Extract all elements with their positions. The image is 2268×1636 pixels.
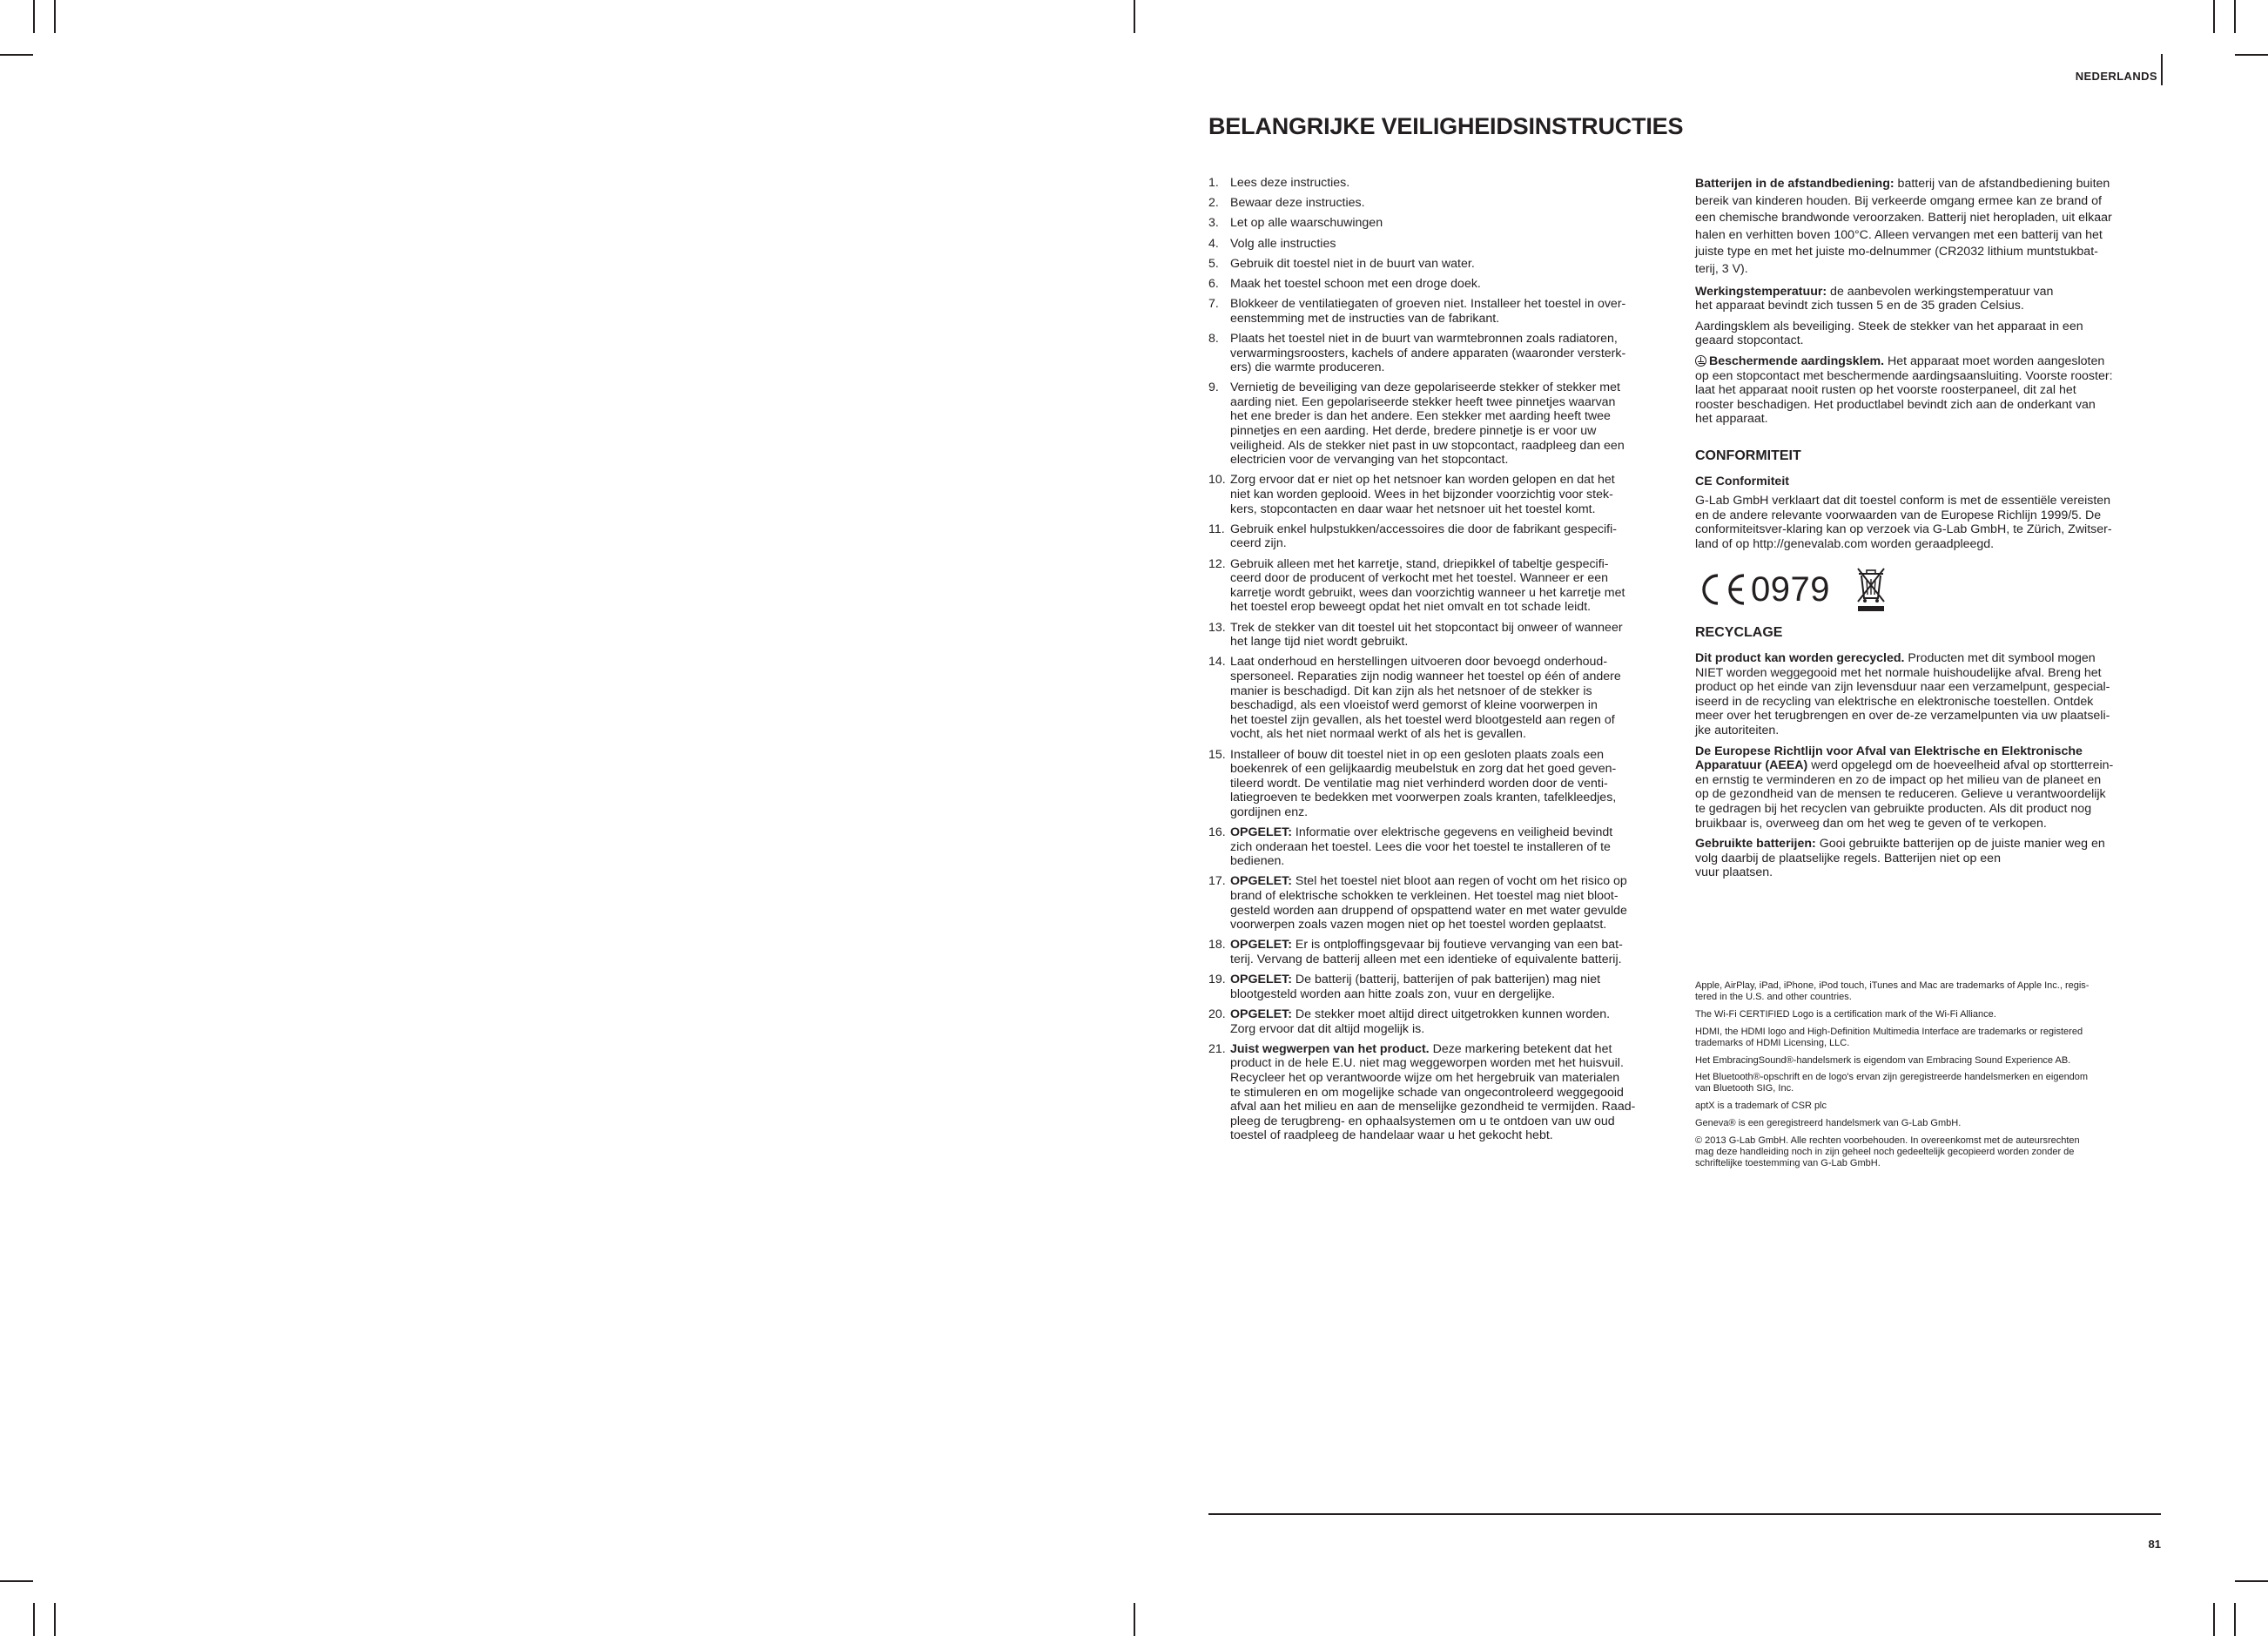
instruction-number: 2. [1208, 196, 1219, 211]
instruction-number: 15. [1208, 747, 1226, 762]
text-line: Gebruik dit toestel niet in de buurt van water. [1230, 256, 1475, 271]
paragraph-emphasis: Beschermende aardingsklem. [1709, 353, 1885, 368]
text-line: het lange tijd niet wordt gebruikt. [1230, 635, 1409, 650]
text-line: De stekker moet altijd direct uitgetrokken kunnen worden. [1291, 1007, 1611, 1021]
instruction-item [1208, 1007, 1675, 1036]
text-line: op een stopcontact met beschermende aardingsaansluiting. Voorste rooster: [1695, 368, 2113, 383]
recycling-paragraph-3 [1695, 837, 2164, 880]
instruction-number: 16. [1208, 825, 1226, 840]
text-line: The Wi-Fi CERTIFIED Logo is a certification mark of the Wi-Fi Alliance. [1695, 1008, 1996, 1020]
text-line: afval aan het milieu en aan de menselijke gezondheid te vermijden. Raad- [1230, 1100, 1636, 1114]
instruction-item [1208, 297, 1675, 326]
right-column [1695, 176, 2164, 886]
instruction-item [1208, 557, 1675, 615]
paragraph-emphasis: Werkingstemperatuur: [1695, 284, 1827, 299]
language-label: NEDERLANDS [2075, 70, 2157, 83]
instructions-column [1208, 176, 1675, 1149]
conformity-paragraph [1695, 494, 2164, 551]
text-line: vocht, als het niet normaal werkt of als het is gevallen. [1230, 727, 1526, 742]
protective-earth-paragraph [1695, 354, 2164, 427]
instruction-item [1208, 176, 1675, 191]
crop-mark [54, 0, 56, 33]
ce-logo-icon [1695, 572, 1747, 607]
instruction-item [1208, 655, 1675, 742]
text-line: het apparaat bevindt zich tussen 5 en de 35 graden Celsius. [1695, 299, 2024, 313]
text-line: iseerd in de recycling van elektrische en elektronische toestellen. Ontdek [1695, 694, 2094, 709]
text-line: eenstemming met de instructies van de fabrikant. [1230, 311, 1500, 326]
text-line: Gebruik alleen met het karretje, stand, driepikkel of tabeltje gespecifi- [1230, 556, 1609, 571]
text-line: Apple, AirPlay, iPad, iPhone, iPod touch, iTunes and Mac are trademarks of Apple Inc., regis- [1695, 980, 2090, 991]
text-line: bedienen. [1230, 854, 1285, 869]
text-line: product op het einde van zijn levensduur naar een verzamelpunt, gespecial- [1695, 680, 2110, 695]
recycling-paragraph-1 [1695, 651, 2164, 738]
text-line: pleeg de terugbreng- en ophaalsystemen om u te ontdoen van uw oud [1230, 1114, 1615, 1128]
instruction-item [1208, 332, 1675, 375]
text-line: Gooi gebruikte batterijen op de juiste manier weg en [1815, 837, 2105, 852]
batteries-paragraph [1695, 176, 2164, 279]
ce-mark-icon [1695, 572, 1830, 607]
text-line: werd opgelegd om de hoeveelheid afval op stortterrein- [1807, 758, 2114, 773]
text-line: en de andere relevante voorwaarden van de Europese Richlijn 1999/5. De [1695, 508, 2102, 522]
instruction-emphasis: OPGELET: [1230, 825, 1292, 840]
instruction-number: 4. [1208, 236, 1219, 251]
instruction-number: 13. [1208, 620, 1226, 635]
crop-mark [0, 1580, 33, 1582]
weee-bin-icon [1856, 567, 1886, 612]
text-line: Let op alle waarschuwingen [1230, 216, 1383, 231]
crop-mark [2234, 1603, 2236, 1636]
text-line: voorwerpen zoals vazen mogen niet op het toestel worden geplaatst. [1230, 918, 1607, 932]
text-line: Vernietig de beveiliging van deze gepolariseerde stekker of stekker met [1230, 380, 1620, 395]
trademarks-notes [1695, 980, 2157, 1175]
text-line: vuur plaatsen. [1695, 865, 1773, 880]
text-line: conformiteitsver-klaring kan op verzoek via G-Lab GmbH, te Zürich, Zwitser- [1695, 522, 2112, 537]
text-line: karretje wordt gebruikt, wees dan voorzichtig wanneer u het karretje met [1230, 585, 1625, 600]
trademark-note [1695, 1101, 2157, 1112]
instruction-item [1208, 380, 1675, 468]
footer-rule [1208, 1513, 2161, 1515]
text-line: product in de hele E.U. niet mag weggeworpen worden met het huisvuil. [1230, 1056, 1624, 1071]
text-line: het ene breder is dan het andere. Een stekker met aarding heeft twee [1230, 409, 1611, 424]
ce-conformity-subheading: CE Conformiteit [1695, 474, 1789, 488]
text-line: op de gezondheid van de mensen te reduceren. Gelieve u verantwoordelijk [1695, 787, 2106, 802]
text-line: Het Bluetooth®-opschrift en de logo's ervan zijn geregistreerde handelsmerken en eigendom [1695, 1072, 2089, 1083]
text-line: electricien voor de vervanging van het stopcontact. [1230, 453, 1509, 468]
text-line: juiste type en met het juiste mo-delnummer (CR2032 lithium muntstukbat- [1695, 245, 2098, 259]
text-line: manier is beschadigd. Dit kan zijn als het netsnoer of de stekker is [1230, 683, 1592, 698]
instruction-number: 17. [1208, 874, 1226, 889]
instruction-number: 18. [1208, 938, 1226, 953]
text-line: bereik van kinderen houden. Bij verkeerde omgang ermee kan ze brand of [1695, 193, 2102, 208]
instruction-emphasis: OPGELET: [1230, 938, 1292, 953]
text-line: Lees deze instructies. [1230, 176, 1350, 190]
instruction-emphasis: OPGELET: [1230, 874, 1292, 889]
trademark-note [1695, 1027, 2157, 1049]
text-line: het toestel zijn gevallen, als het toestel werd blootgesteld aan regen of [1230, 712, 1615, 727]
text-line: boekenrek of een gelijkaardig meubelstuk en zorg dat het goed geven- [1230, 762, 1617, 777]
text-line: gordijnen enz. [1230, 805, 1309, 819]
instruction-item [1208, 237, 1675, 252]
text-line: pinnetjes en een aarding. Het derde, bredere pinnetje is er voor uw [1230, 424, 1597, 439]
text-line: aptX is a trademark of CSR plc [1695, 1101, 1827, 1112]
instruction-item [1208, 277, 1675, 292]
text-line: G-Lab GmbH verklaart dat dit toestel conform is met de essentiële vereisten [1695, 494, 2111, 508]
page-title: BELANGRIJKE VEILIGHEIDSINSTRUCTIES [1208, 113, 1684, 139]
text-line: NIET worden weggegooid met het normale huishoudelijke afval. Breng het [1695, 665, 2102, 680]
instruction-item [1208, 522, 1675, 551]
text-line: veiligheid. Als de stekker niet past in uw stopcontact, raadpleeg dan een [1230, 438, 1625, 453]
paragraph-emphasis: Dit product kan worden gerecycled. [1695, 651, 1905, 666]
text-line: Zorg ervoor dat dit altijd mogelijk is. [1230, 1021, 1425, 1036]
text-line: geaard stopcontact. [1695, 333, 1804, 348]
text-line: aarding niet. Een gepolariseerde stekker heeft twee pinnetjes waarvan [1230, 394, 1616, 409]
text-line: mag deze handleiding noch in zijn geheel noch gedeeltelijk gecopieerd worden zonder de [1695, 1146, 2075, 1157]
text-line: toestel of raadpleeg de handelaar waar u het gekocht hebt. [1230, 1128, 1553, 1143]
temperature-paragraph [1695, 285, 2164, 313]
instruction-item [1208, 748, 1675, 820]
text-line: tered in the U.S. and other countries. [1695, 992, 1852, 1003]
text-line: schriftelijke toestemming van G-Lab GmbH. [1695, 1157, 1881, 1168]
trademark-note [1695, 980, 2157, 1003]
text-line: ceerd zijn. [1230, 536, 1287, 551]
text-line: Trek de stekker van dit toestel uit het stopcontact bij onweer of wanneer [1230, 620, 1623, 635]
instruction-item [1208, 973, 1675, 1001]
text-line: spersoneel. Reparaties zijn nodig wanneer het toestel op één of andere [1230, 669, 1621, 683]
crop-mark [54, 1603, 56, 1636]
text-line: Informatie over elektrische gegevens en veiligheid bevindt [1291, 825, 1613, 840]
text-line: niet kan worden geplooid. Wees in het bijzonder voorzichtig voor stek- [1230, 488, 1613, 502]
certification-logos [1695, 565, 2164, 614]
instruction-number: 6. [1208, 276, 1219, 291]
text-line: van Bluetooth SIG, Inc. [1695, 1083, 1794, 1094]
instruction-number: 20. [1208, 1007, 1226, 1021]
instruction-item [1208, 257, 1675, 272]
text-line: volg daarbij de plaatselijke regels. Batterijen niet op een [1695, 851, 2001, 865]
text-line: Volg alle instructies [1230, 236, 1336, 251]
text-line: beschadigd, als een vloeistof werd gemorst of kleine voorwerpen in [1230, 698, 1598, 713]
instruction-emphasis: Juist wegwerpen van het product. [1230, 1041, 1430, 1056]
instruction-emphasis: OPGELET: [1230, 1007, 1292, 1021]
recycling-paragraph-2 [1695, 744, 2164, 831]
text-line: Plaats het toestel niet in de buurt van warmtebronnen zoals radiatoren, [1230, 331, 1618, 346]
instruction-item [1208, 196, 1675, 211]
text-line: Maak het toestel schoon met een droge doek. [1230, 276, 1481, 291]
instruction-number: 11. [1208, 522, 1225, 536]
text-line: verwarmingsroosters, kachels of andere apparaten (waaronder versterk- [1230, 346, 1626, 360]
paragraph-emphasis: Batterijen in de afstandbediening: [1695, 177, 1894, 191]
text-line: Deze markering betekent dat het [1429, 1041, 1612, 1056]
ce-number: 0979 [1751, 570, 1830, 609]
text-line: laat het apparaat nooit rusten op het voorste roosterpaneel, dit zal het [1695, 383, 2076, 398]
text-line: halen en verhitten boven 100°C. Alleen vervangen met een batterij van het [1695, 227, 2103, 242]
instruction-number: 19. [1208, 973, 1226, 987]
trademark-note [1695, 1009, 2157, 1020]
text-line: de aanbevolen werkingstemperatuur van [1827, 284, 2054, 299]
instruction-number: 1. [1208, 176, 1219, 190]
text-line: bruikbaar is, overweeg dan om het weg te geven of te verkopen. [1695, 816, 2047, 831]
instruction-number: 21. [1208, 1041, 1226, 1056]
text-line: een chemische brandwonde veroorzaken. Batterij niet heropladen, uit elkaar [1695, 211, 2112, 226]
text-line: Installeer of bouw dit toestel niet in op een gesloten plaats zoals een [1230, 747, 1605, 762]
trademark-note [1695, 1135, 2157, 1170]
instruction-item [1208, 874, 1675, 932]
paragraph-emphasis: Gebruikte batterijen: [1695, 837, 1816, 852]
text-line: Bewaar deze instructies. [1230, 196, 1365, 211]
crop-mark [0, 54, 33, 56]
instruction-item [1208, 621, 1675, 650]
text-line: het toestel erop beweegt opdat het niet omvalt en tot schade leidt. [1230, 600, 1592, 615]
text-line: gesteld worden aan druppend of opspattend water en met water gevulde [1230, 903, 1627, 918]
text-line: De batterij (batterij, batterijen of pak batterijen) mag niet [1291, 973, 1601, 987]
text-line: Gebruik enkel hulpstukken/accessoires die door de fabrikant gespecifi- [1230, 522, 1617, 536]
crop-mark [1134, 0, 1135, 33]
instruction-number: 9. [1208, 380, 1219, 395]
text-line: meer over het terugbrengen en over de-ze verzamelpunten via uw plaatseli- [1695, 709, 2110, 724]
crop-mark [33, 0, 35, 33]
earthing-paragraph [1695, 320, 2164, 348]
crop-mark [1134, 1603, 1135, 1636]
paragraph-emphasis: De Europese Richtlijn voor Afval van Elektrische en Elektronische [1695, 744, 2083, 758]
instruction-item [1208, 473, 1675, 516]
instructions-list [1208, 176, 1675, 1143]
text-line: trademarks of HDMI Licensing, LLC. [1695, 1037, 1850, 1048]
text-line: brand of elektrische schokken te verkleinen. Het toestel mag niet bloot- [1230, 889, 1619, 904]
text-line: terij, 3 V). [1695, 261, 1748, 276]
instruction-number: 8. [1208, 331, 1219, 346]
crop-mark [33, 1603, 35, 1636]
instruction-number: 5. [1208, 256, 1219, 271]
text-line: Stel het toestel niet bloot aan regen of vocht om het risico op [1291, 874, 1627, 889]
text-line: zich onderaan het toestel. Lees die voor het toestel te installeren of te [1230, 839, 1611, 854]
instruction-number: 3. [1208, 216, 1219, 231]
instruction-item [1208, 938, 1675, 966]
instruction-emphasis: OPGELET: [1230, 973, 1292, 987]
instruction-number: 12. [1208, 556, 1226, 571]
text-line: Blokkeer de ventilatiegaten of groeven niet. Installeer het toestel in over- [1230, 297, 1626, 312]
text-line: batterij van de afstandbediening buiten [1894, 177, 2110, 191]
conformity-heading: CONFORMITEIT [1695, 448, 1801, 463]
text-line: kers, stopcontacten en daar waar het netsnoer uit het toestel komt. [1230, 502, 1596, 516]
protective-earth-icon [1695, 355, 1706, 367]
text-line: Geneva® is een geregistreerd handelsmerk van G-Lab GmbH. [1695, 1117, 1962, 1128]
instruction-number: 10. [1208, 473, 1226, 488]
crop-mark [2235, 54, 2268, 56]
text-line: Aardingsklem als beveiliging. Steek de stekker van het apparaat in een [1695, 319, 2083, 333]
instruction-item [1208, 825, 1675, 869]
text-line: Recycleer het op verantwoorde wijze om het hergebruik van materialen [1230, 1070, 1620, 1085]
text-line: Zorg ervoor dat er niet op het netsnoer kan worden gelopen en dat het [1230, 473, 1615, 488]
text-line: het apparaat. [1695, 412, 1768, 427]
text-line: ceerd door de producent of verkocht met het toestel. Wanneer er een [1230, 571, 1609, 586]
text-line: jke autoriteiten. [1695, 724, 1780, 738]
text-line: © 2013 G-Lab GmbH. Alle rechten voorbehouden. In overeenkomst met de auteursrechten [1695, 1134, 2080, 1146]
text-line: blootgesteld worden aan hitte zoals zon, vuur en dergelijke. [1230, 986, 1556, 1001]
text-line: Het apparaat moet worden aangesloten [1884, 353, 2105, 368]
instruction-number: 7. [1208, 297, 1219, 312]
trademark-note [1695, 1118, 2157, 1129]
text-line: ers) die warmte produceren. [1230, 360, 1385, 375]
instruction-item [1208, 1042, 1675, 1143]
crop-mark [2235, 1580, 2268, 1582]
text-line: latiegroeven te bedekken met voorwerpen zoals kranten, tafelkleedjes, [1230, 791, 1617, 805]
header-rule [2161, 54, 2163, 85]
text-line: Laat onderhoud en herstellingen uitvoeren door bevoegd onderhoud- [1230, 655, 1608, 670]
text-line: tileerd wordt. De ventilatie mag niet verhinderd worden door de venti- [1230, 776, 1608, 791]
page-number: 81 [2148, 1538, 2161, 1551]
paragraph-emphasis: Apparatuur (AEEA) [1695, 758, 1808, 773]
text-line: Producten met dit symbool mogen [1904, 651, 2096, 666]
text-line: en ernstig te verminderen en zo de impact op het milieu van de planeet en [1695, 772, 2102, 787]
instruction-item [1208, 216, 1675, 231]
trademark-note [1695, 1072, 2157, 1094]
text-line: te gedragen bij het recyclen van gebruikte producten. Als dit product nog [1695, 802, 2092, 816]
text-line: rooster beschadigen. Het productlabel bevindt zich aan de onderkant van [1695, 397, 2096, 412]
text-line: Er is ontploffingsgevaar bij foutieve vervanging van een bat- [1291, 938, 1623, 953]
text-line: terij. Vervang de batterij alleen met een identieke of equivalente batterij. [1230, 953, 1622, 966]
instruction-number: 14. [1208, 655, 1226, 670]
crop-mark [2234, 0, 2236, 33]
recycling-heading: RECYCLAGE [1695, 625, 1783, 641]
crop-mark [2213, 1603, 2215, 1636]
text-line: Het EmbracingSound®-handelsmerk is eigendom van Embracing Sound Experience AB. [1695, 1054, 2071, 1066]
text-line: land of op http://genevalab.com worden geraadpleegd. [1695, 536, 1995, 551]
crop-mark [2213, 0, 2215, 33]
text-line: te stimuleren en om mogelijke schade van ongecontroleerd weggegooid [1230, 1085, 1624, 1100]
text-line: HDMI, the HDMI logo and High-Definition Multimedia Interface are trademarks or registered [1695, 1026, 2083, 1037]
trademark-note [1695, 1055, 2157, 1067]
